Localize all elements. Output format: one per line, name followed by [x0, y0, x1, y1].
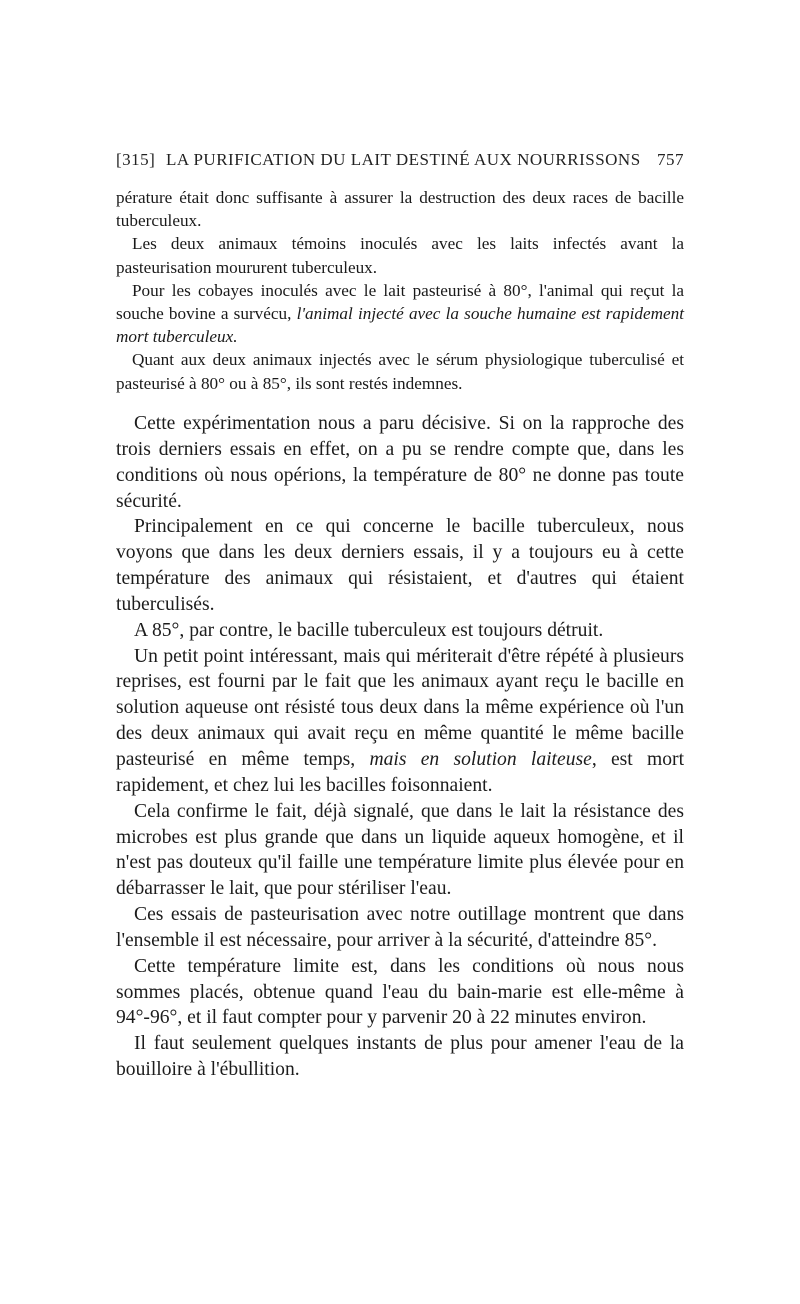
paragraph-confirme: Cela confirme le fait, déjà signalé, que dans le lait la résistance des microbes est plus grande que dans un liquide aqueux homogène, et il n'est pas douteux qu'il faille une température limite plus élevée pour en débarrasser le lait, que pour stériliser l'eau.	[116, 800, 684, 900]
paragraph-text: Un petit point intéressant, mais qui mériterait d'être répété à plusieurs reprises, est fourni par le fait que les animaux ayant reçu le bacille en solution aqueuse ont résisté tous deux dans la même expérience où l'un des deux animaux qui avait reçu en même quantité le même bacille pasteurisé en même temps,	[116, 645, 684, 770]
paragraph-petit-point	[116, 644, 684, 799]
running-title: LA PURIFICATION DU LAIT DESTINÉ AUX NOURRISSONS	[166, 150, 641, 169]
paragraph-serum: Quant aux deux animaux injectés avec le sérum physiologique tuberculisé et pasteurisé à 80° ou à 85°, ils sont restés indemnes.	[116, 350, 684, 393]
page-number-bracketed: [315]	[116, 150, 156, 169]
paragraph-text: Pour les cobayes inoculés avec le lait pasteurisé à 80°, l'animal qui reçut la souche bovine a survécu,	[116, 280, 684, 324]
page-number: 757	[657, 150, 684, 169]
italic-text: mais en solution laiteuse	[369, 748, 592, 770]
paragraph-essais: Ces essais de pasteurisation avec notre outillage montrent que dans l'ensemble il est nécessaire, pour arriver à la sécurité, d'atteindre 85°.	[116, 904, 684, 951]
italic-text: l'animal injecté avec la souche humaine est rapidement mort tuberculeux.	[116, 304, 684, 347]
paragraph-decisive: Cette expérimentation nous a paru décisive. Si on la rapproche des trois derniers essais en effet, on a pu se rendre compte que, dans les conditions où nous opérions, la température de 80° ne donne pas toute sécurité.	[116, 413, 684, 512]
running-header	[116, 150, 684, 178]
paragraph-continuation: pérature était donc suffisante à assurer la destruction des deux races de bacille tuberculeux.	[116, 188, 684, 231]
paragraph-text: , est mort rapidement, et chez lui les bacilles foisonnaient.	[116, 748, 685, 796]
paragraph-principalement: Principalement en ce qui concerne le bacille tuberculeux, nous voyons que dans les deux derniers essais, il y a toujours eu à cette température des animaux qui résistaient, et d'autres qui étaient tuberculisés.	[116, 516, 684, 615]
paragraph-temperature-limite: Cette température limite est, dans les conditions où nous nous sommes placés, obtenue quand l'eau du bain-marie est elle-même à 94°-96°, et il faut compter pour y parvenir 20 à 22 minutes environ.	[116, 955, 684, 1029]
paragraph-bouilloire: Il faut seulement quelques instants de plus pour amener l'eau de la bouilloire à l'ébullition.	[116, 1033, 684, 1081]
paragraph-controls: Les deux animaux témoins inoculés avec les laits infectés avant la pasteurisation moururent tuberculeux.	[116, 234, 684, 277]
paragraph-85-degrees: A 85°, par contre, le bacille tuberculeux est toujours détruit.	[134, 619, 604, 641]
paragraph-cobayes	[116, 279, 684, 349]
main-text-block	[116, 411, 684, 1083]
small-type-block	[116, 186, 684, 395]
